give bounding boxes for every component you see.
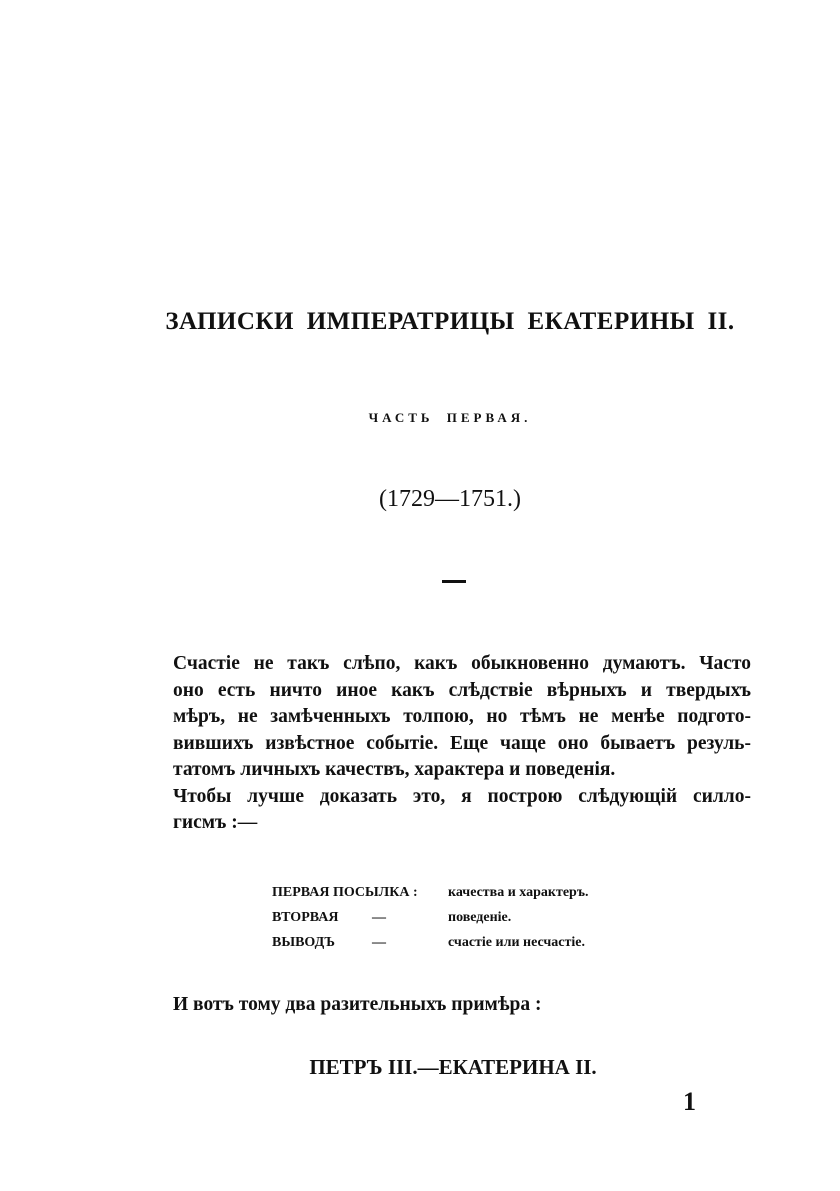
syllogism-table xyxy=(272,880,589,955)
paragraph-1-line-1: Счастіе не такъ слѣпо, какъ обыкновенно думаютъ. Часто xyxy=(173,653,751,674)
syllogism-term: ВЫВОДЪ xyxy=(272,935,335,950)
paragraph-2-line-2: гисмъ :— xyxy=(173,812,258,833)
years-range: (1729—1751.) xyxy=(379,486,521,512)
paragraph-1-line-2: оно есть ничто иное какъ слѣдствіе вѣрныхъ и твердыхъ xyxy=(173,679,751,701)
syllogism-value: качества и характеръ. xyxy=(448,885,589,900)
syllogism-row xyxy=(272,930,589,955)
syllogism-term: ПЕРВАЯ ПОСЫЛКА : xyxy=(272,885,418,900)
syllogism-value: счастіе или несчастіе. xyxy=(448,935,585,950)
paragraph-1-line-5: татомъ личныхъ качествъ, характера и поведенія. xyxy=(173,759,616,780)
syllogism-dash: — xyxy=(372,935,386,950)
body-text xyxy=(173,651,751,837)
examples-intro: И вотъ тому два разительныхъ примѣра : xyxy=(173,994,542,1015)
section-divider xyxy=(442,580,466,583)
paragraph-2-line-1: Чтобы лучше доказать это, я построю слѣдующій силло- xyxy=(173,785,751,807)
names-heading: ПЕТРЪ III.—ЕКАТЕРИНА II. xyxy=(309,1055,597,1079)
syllogism-row xyxy=(272,905,589,930)
syllogism-row xyxy=(272,880,589,905)
paragraph-1-line-4: вившихъ извѣстное событіе. Еще чаще оно бываетъ резуль- xyxy=(173,732,751,754)
syllogism-term: ВТОРВАЯ xyxy=(272,910,339,925)
page-number: 1 xyxy=(683,1087,696,1116)
document-title: ЗАПИСКИ ИМПЕРАТРИЦЫ ЕКАТЕРИНЫ II. xyxy=(165,308,735,335)
syllogism-dash: — xyxy=(372,910,386,925)
part-heading: ЧАСТЬ ПЕРВАЯ. xyxy=(368,410,532,425)
syllogism-value: поведеніе. xyxy=(448,910,512,925)
paragraph-1-line-3: мѣръ, не замѣченныхъ толпою, но тѣмъ не менѣе подгото- xyxy=(173,706,751,727)
